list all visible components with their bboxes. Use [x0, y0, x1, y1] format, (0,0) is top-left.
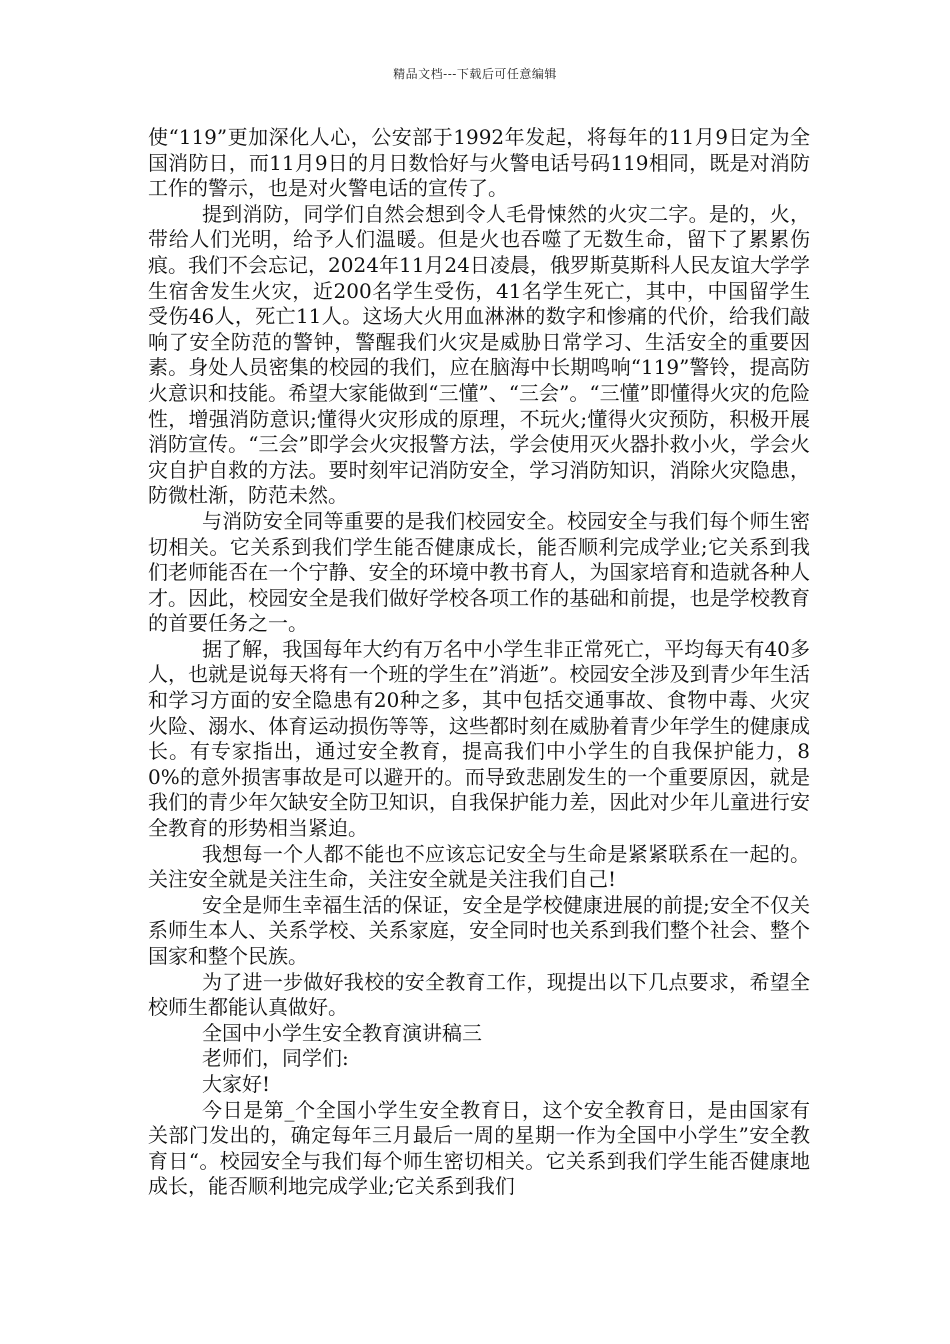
speech-title: 全国中小学生安全教育演讲稿三 — [202, 1020, 482, 1045]
speech-greeting: 大家好! — [202, 1071, 271, 1096]
paragraph-happiness: 安全是师生幸福生活的保证，安全是学校健康进展的前提;安全不仅关系师生本人、关系学校、关系家庭，安全同时也关系到我们整个社会、整个国家和整个民族。 — [148, 892, 810, 968]
paragraph-statistics: 据了解，我国每年大约有万名中小学生非正常死亡，平均每天有40多人，也就是说每天将有一个班的学生在”消逝”。校园安全涉及到青少年生活和学习方面的安全隐患有20种之多，其中包括交通事故、食物中毒、火灾火险、溺水、体育运动损伤等等，这些都时刻在威胁着青少年学生的健康成长。有专家指出，通过安全教育，提高我们中小学生的自我保护能力，80%的意外损害事故是可以避开的。而导致悲剧发生的一个重要原因，就是我们的青少年欠缺安全防卫知识，自我保护能力差，因此对少年儿童进行安全教育的形势相当紧迫。 — [148, 636, 810, 841]
document-body — [148, 125, 810, 1200]
paragraph-requirements: 为了进一步做好我校的安全教育工作，现提出以下几点要求，希望全校师生都能认真做好。 — [148, 969, 810, 1020]
paragraph-education-day: 今日是第_个全国小学生安全教育日，这个安全教育日，是由国家有关部门发出的，确定每年三月最后一周的星期一作为全国中小学生”安全教育日“。校园安全与我们每个师生密切相关。它关系到我们学生能否健康地成长，能否顺利地完成学业;它关系到我们 — [148, 1097, 810, 1199]
paragraph-campus-safety: 与消防安全同等重要的是我们校园安全。校园安全与我们每个师生密切相关。它关系到我们学生能否健康成长，能否顺利完成学业;它关系到我们老师能否在一个宁静、安全的环境中教书育人，为国家培育和造就各种人才。因此，校园安全是我们做好学校各项工作的基础和前提，也是学校教育的首要任务之一。 — [148, 508, 810, 636]
speech-salutation: 老师们，同学们: — [202, 1046, 349, 1071]
paragraph-fire-day: 使“119”更加深化人心，公安部于1992年发起，将每年的11月9日定为全国消防日，而11月9日的月日数恰好与火警电话号码119相同，既是对消防工作的警示，也是对火警电话的宣传了。 — [148, 125, 810, 201]
paragraph-life-safety: 我想每一个人都不能也不应该忘记安全与生命是紧紧联系在一起的。关注安全就是关注生命，关注安全就是关注我们自己! — [148, 841, 810, 892]
paragraph-fire-safety: 提到消防，同学们自然会想到令人毛骨悚然的火灾二字。是的，火，带给人们光明，给予人们温暖。但是火也吞噬了无数生命，留下了累累伤痕。我们不会忘记，2024年11月24日凌晨，俄罗斯莫斯科人民友谊大学学生宿舍发生火灾，近200名学生受伤，41名学生死亡，其中，中国留学生受伤46人，死亡11人。这场大火用血淋淋的数字和惨痛的代价，给我们敲响了安全防范的警钟，警醒我们火灾是威胁日常学习、生活安全的重要因素。身处人员密集的校园的我们，应在脑海中长期鸣响“119”警铃，提高防火意识和技能。希望大家能做到“三懂”、“三会”。“三懂”即懂得火灾的危险性，增强消防意识;懂得火灾形成的原理，不玩火;懂得火灾预防，积极开展消防宣传。“三会”即学会火灾报警方法，学会使用灭火器扑救小火，学会火灾自护自救的方法。要时刻牢记消防安全，学习消防知识，消除火灾隐患，防微杜渐，防范未然。 — [148, 201, 810, 508]
page-header: 精品文档---下载后可任意编辑 — [393, 67, 557, 81]
